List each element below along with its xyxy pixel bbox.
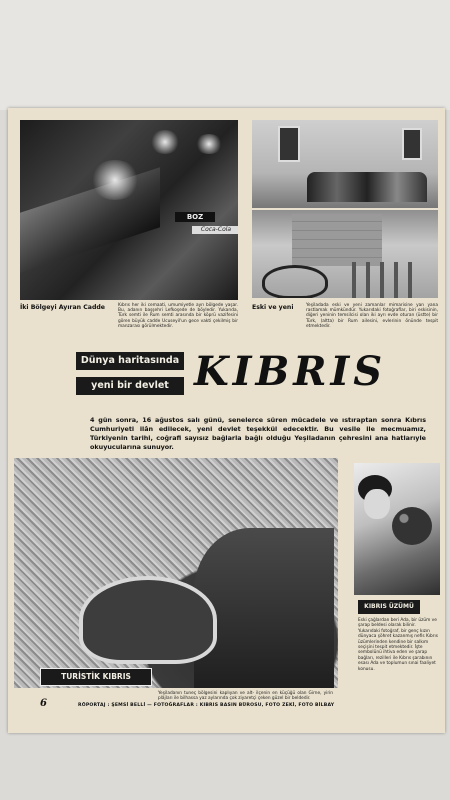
street-light bbox=[195, 134, 223, 154]
photo-credits: RÖPORTAJ : ŞEMSİ BELLİ — FOTOĞRAFLAR : KIBRIS BASIN BÜROSU, FOTO ZEKİ, FOTO BİLBAY bbox=[78, 703, 335, 708]
background-paper bbox=[0, 0, 450, 110]
grape-bunch bbox=[392, 507, 432, 545]
stone-wall bbox=[292, 214, 382, 266]
street-caption: Kıbrıs her iki cemaati, umumiyetle ayrı bölgede yaşar. Bu, adanın başşehri Lefkoşede de böyledir. Yukarıda, Türk semti ile Rum semti arasında bir köprü vazifesini gören büyük cadde Ucuseyil'un gece vakti çekilmiş bir manzarası görülmektedir. bbox=[118, 303, 238, 329]
village-caption: Yeşiladada eski ve yeni zamanlar mimarisine yan yana rastlamak mümkündür. Yukarıdaki fotoğraflar, biri eskisinin, diğeri yeninin temsilcisi olan iki ayrı evde oturan (üstte) bir Türk, (altta) bir Rum ailesini, evlerinin önünde tespit etmektedir. bbox=[306, 303, 438, 329]
window bbox=[402, 128, 422, 160]
tourist-caption: Yeşiladanın tuneç bölgesini kaplıyan ve alt- ilçenin en küçüğü olan Girne, yirin plâjları ile bilhassa yaz aylarında çok ziyaretçi çeken güzel bir beldedir. bbox=[158, 691, 333, 702]
family-group bbox=[307, 172, 427, 202]
turkish-house-photo bbox=[252, 120, 438, 208]
shop-sign: BOZ bbox=[175, 212, 215, 222]
page-number: 6 bbox=[40, 698, 47, 709]
grape-label: KIBRIS ÜZÜMÜ bbox=[358, 600, 420, 614]
grape-caption: Eski çağlardan beri Ada, bir üzüm ve şarap beldesi olarak bilinir. Yukarıdaki fotoğraf, bir genç kızın dünyaca şöhret kazanmış nefis Kıbrıs üzümlerinden kendine bir salkım seçişini tespit etmektedir. İşte sembolünü ihtiva eden ve şarap bağları, rezilleri ile Kıbrıs şarabının esası Ada ve toplumun sınai faaliyet konusu. bbox=[358, 618, 438, 672]
girl-face bbox=[364, 489, 390, 519]
main-title: KIBRIS bbox=[194, 348, 387, 395]
street-light bbox=[150, 130, 180, 154]
street-photo bbox=[20, 120, 238, 300]
aerial-harbor-photo bbox=[14, 458, 338, 688]
greek-house-photo bbox=[252, 210, 438, 298]
motorbike bbox=[262, 265, 328, 298]
sea-area bbox=[194, 528, 334, 688]
grape-girl-photo bbox=[354, 463, 440, 595]
coca-cola-sign: Coca-Cola bbox=[192, 226, 238, 234]
street-caption-title: İki Bölgeyi Ayıran Cadde bbox=[20, 304, 105, 311]
headline-line1: Dünya haritasında bbox=[76, 352, 184, 370]
tourist-label: TURİSTİK KIBRIS bbox=[40, 668, 152, 686]
headline-line2: yeni bir devlet bbox=[76, 377, 184, 395]
street-light bbox=[90, 160, 140, 200]
magazine-page bbox=[8, 108, 445, 733]
cafe-tables bbox=[352, 262, 422, 298]
harbor bbox=[79, 576, 217, 664]
window bbox=[278, 126, 300, 162]
intro-paragraph: 4 gün sonra, 16 ağustos salı günü, senelerce süren mücadele ve ıstıraptan sonra Kıbrıs Cumhuriyeti ilân edilecek, yeni devlet teşekkül edecektir. Bu vesile ile mecmuamız, Türkiyenin tarihi, coğrafi sayısız bağlarla bağlı olduğu Yeşiladanın çehresini ana hatlarıyle okuyucularına sunuyor. bbox=[90, 416, 426, 451]
village-caption-title: Eski ve yeni bbox=[252, 304, 294, 311]
